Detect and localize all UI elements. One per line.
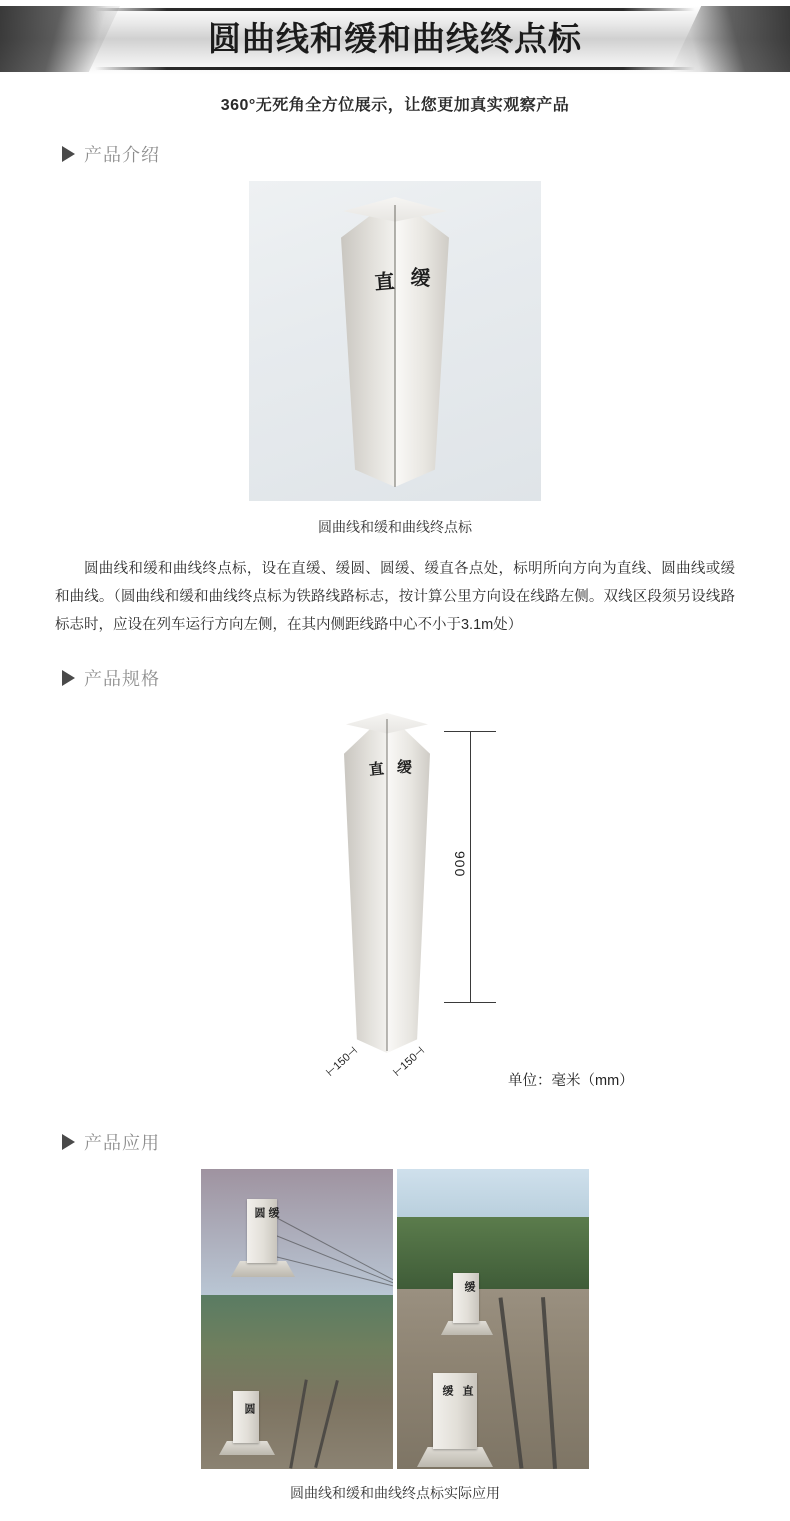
application-photo-right	[397, 1169, 589, 1469]
application-photos	[0, 1169, 790, 1469]
section-heading-spec	[62, 665, 790, 691]
page-title: 圆曲线和缓和曲线终点标	[208, 19, 582, 58]
section-heading-intro	[62, 141, 790, 167]
intro-paragraph: 圆曲线和缓和曲线终点标，设在直缓、缓圆、圆缓、缓直各点处，标明所向方向为直线、圆曲线或缓和曲线。（圆曲线和缓和曲线终点标为铁路线路标志，按计算公里方向设在线路左侧。双线区段须另设线路标志时，应设在列车运行方向左侧，在其内侧距线路中心不小于3.1m处）	[55, 561, 735, 633]
intro-photo-container	[0, 181, 790, 501]
section-title-intro: 产品介绍	[84, 145, 160, 165]
post-center-edge	[394, 205, 396, 487]
section-heading-application	[62, 1129, 790, 1155]
spec-post-left-character: 直	[366, 760, 386, 779]
spec-diagram	[0, 703, 790, 1103]
banner-stripe-bottom	[95, 67, 695, 70]
photo-ballast	[397, 1289, 589, 1469]
marker-post-illustration	[341, 197, 449, 487]
page-banner	[0, 0, 790, 78]
triangle-bullet-icon	[62, 1134, 75, 1150]
marker-base-top	[231, 1261, 295, 1277]
post-left-character: 直	[370, 270, 396, 295]
application-caption: 圆曲线和缓和曲线终点标实际应用	[290, 1485, 500, 1501]
photo-sky	[201, 1169, 393, 1295]
post-right-character: 缓	[406, 265, 432, 290]
application-photo-left	[201, 1169, 393, 1469]
unit-label: 单位：毫米（mm）	[508, 1073, 634, 1089]
spec-marker-post-illustration	[344, 713, 430, 1053]
marker-base-bottom	[417, 1447, 493, 1467]
marker-base-bottom	[219, 1441, 275, 1455]
marker-character-top-left: 圆	[253, 1207, 266, 1219]
product-photo-main	[249, 181, 541, 501]
width-dimension-label-left: ⊢150⊣	[324, 1044, 361, 1079]
triangle-bullet-icon	[62, 670, 75, 686]
spec-post-right-character: 缓	[394, 758, 414, 777]
marker-character-top: 缓	[463, 1281, 476, 1293]
marker-character-bottom-right: 直	[461, 1385, 474, 1397]
marker-character-bottom: 圆	[243, 1403, 256, 1415]
section-title-application: 产品应用	[84, 1133, 160, 1153]
post-right-face	[395, 197, 449, 487]
marker-post-bottom	[233, 1391, 259, 1443]
post-left-face	[341, 197, 395, 487]
height-dimension-line	[470, 731, 471, 1003]
height-dimension-label: 900	[452, 851, 468, 878]
intro-photo-caption: 圆曲线和缓和曲线终点标	[318, 519, 472, 535]
marker-base-top	[441, 1321, 493, 1335]
marker-character-bottom-left: 缓	[441, 1385, 454, 1397]
section-title-spec: 产品规格	[84, 669, 160, 689]
width-dimension-label-right: ⊢150⊣	[391, 1044, 428, 1079]
photo-treeline	[397, 1217, 589, 1289]
marker-character-top-right: 缓	[267, 1207, 280, 1219]
page-subtitle: 360°无死角全方位展示，让您更加真实观察产品	[220, 97, 570, 114]
triangle-bullet-icon	[62, 146, 75, 162]
